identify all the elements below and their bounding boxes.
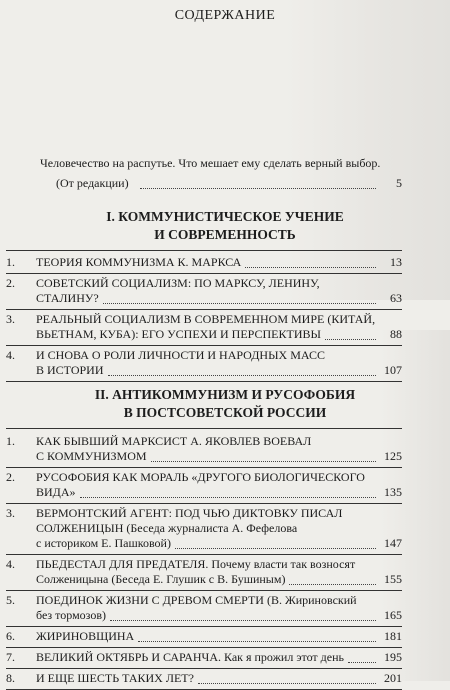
toc-entry-rule — [6, 381, 402, 382]
toc-entry-title-line: ЖИРИНОВЩИНА — [36, 629, 135, 643]
toc-entry-number: 4. — [6, 348, 15, 362]
toc-page-number: 13 — [390, 255, 402, 269]
toc-page-number: 181 — [384, 629, 402, 643]
toc-entry-title-line: И СНОВА О РОЛИ ЛИЧНОСТИ И НАРОДНЫХ МАСС — [36, 348, 325, 362]
section2-rule — [6, 428, 402, 429]
toc-entry-number: 8. — [6, 671, 15, 685]
intro-page-number: 5 — [396, 176, 402, 190]
bleed-through-shadow — [285, 0, 450, 300]
toc-page-number: 135 — [384, 485, 402, 499]
section1-title-line2: И СОВРЕМЕННОСТЬ — [154, 227, 296, 242]
toc-leader-dots — [245, 266, 376, 268]
toc-leader-dots — [80, 496, 376, 498]
toc-leader-dots — [198, 682, 376, 684]
toc-entry-title-line: ПЬЕДЕСТАЛ ДЛЯ ПРЕДАТЕЛЯ. Почему власти так возносят — [36, 557, 356, 571]
toc-entry-title-line: РЕАЛЬНЫЙ СОЦИАЛИЗМ В СОВРЕМЕННОМ МИРЕ (КИТАЙ, — [36, 312, 376, 326]
toc-entry-rule — [6, 467, 402, 468]
toc-page-number: 147 — [384, 536, 402, 550]
toc-entry-title-line: И ЕЩЕ ШЕСТЬ ТАКИХ ЛЕТ? — [36, 671, 194, 685]
toc-entry-number: 6. — [6, 629, 15, 643]
toc-leader-dots — [110, 619, 376, 621]
toc-page-number: 88 — [390, 327, 402, 341]
toc-leader-dots — [103, 302, 376, 304]
toc-entry-title-line: СОВЕТСКИЙ СОЦИАЛИЗМ: ПО МАРКСУ, ЛЕНИНУ, — [36, 276, 320, 290]
intro-leader-dots — [140, 187, 376, 189]
toc-page-number: 201 — [384, 671, 402, 685]
toc-leader-dots — [151, 460, 376, 462]
toc-entry-title-line: РУСОФОБИЯ КАК МОРАЛЬ «ДРУГОГО БИОЛОГИЧЕСКОГО — [36, 470, 365, 484]
toc-entry-title-line: ВИДА» — [36, 485, 76, 499]
toc-entry-number: 4. — [6, 557, 15, 571]
toc-page-number: 107 — [384, 363, 402, 377]
toc-entry-title-line: без тормозов) — [36, 608, 106, 622]
toc-entry-title-line: Солженицына (Беседа Е. Глушик с В. Бушиным) — [36, 572, 286, 586]
section2-title-line1: II. АНТИКОММУНИЗМ И РУСОФОБИЯ — [94, 387, 356, 402]
toc-entry-title-line: ВЬЕТНАМ, КУБА): ЕГО УСПЕХИ И ПЕРСПЕКТИВЫ — [36, 327, 321, 341]
toc-entry-rule — [6, 668, 402, 669]
toc-entry-title-line: С КОММУНИЗМОМ — [36, 449, 147, 463]
toc-page-number: 155 — [384, 572, 402, 586]
intro-title-line1: Человечество на распутье. Что мешает ему сделать верный выбор. — [40, 156, 381, 170]
toc-entry-number: 2. — [6, 470, 15, 484]
section1-title-line1: I. КОММУНИСТИЧЕСКОЕ УЧЕНИЕ — [106, 209, 344, 224]
toc-entry-number: 2. — [6, 276, 15, 290]
toc-entry-number: 7. — [6, 650, 15, 664]
toc-entry-rule — [6, 503, 402, 504]
toc-entry-rule — [6, 590, 402, 591]
toc-page-number: 165 — [384, 608, 402, 622]
toc-leader-dots — [108, 374, 376, 376]
toc-page-number: 63 — [390, 291, 402, 305]
toc-leader-dots — [138, 640, 376, 642]
toc-entry-rule — [6, 626, 402, 627]
toc-leader-dots — [175, 547, 376, 549]
toc-entry-number: 1. — [6, 255, 15, 269]
toc-entry-title-line: СТАЛИНУ? — [36, 291, 99, 305]
toc-page-number: 125 — [384, 449, 402, 463]
toc-entry-title-line: ТЕОРИЯ КОММУНИЗМА К. МАРКСА — [36, 255, 242, 269]
section1-rule — [6, 250, 402, 251]
toc-leader-dots — [348, 661, 376, 663]
toc-entry-title-line: КАК БЫВШИЙ МАРКСИСТ А. ЯКОВЛЕВ ВОЕВАЛ — [36, 434, 312, 448]
intro-title-line2: (От редакции) — [56, 176, 129, 190]
toc-entry-title-line: В ИСТОРИИ — [36, 363, 104, 377]
toc-entry-number: 1. — [6, 434, 15, 448]
toc-entry-number: 3. — [6, 312, 15, 326]
toc-entry-number: 3. — [6, 506, 15, 520]
toc-entry-rule — [6, 554, 402, 555]
toc-leader-dots — [325, 338, 376, 340]
section2-title-line2: В ПОСТСОВЕТСКОЙ РОССИИ — [123, 405, 327, 420]
page-heading: СОДЕРЖАНИЕ — [174, 8, 276, 23]
toc-entry-rule — [6, 309, 402, 310]
toc-leader-dots — [289, 583, 376, 585]
toc-entry-title-line: ПОЕДИНОК ЖИЗНИ С ДРЕВОМ СМЕРТИ (В. Жириновский — [36, 593, 357, 607]
toc-entry-title-line: СОЛЖЕНИЦЫН (Беседа журналиста А. Фефелова — [36, 521, 298, 535]
toc-entry-title-line: ВЕРМОНТСКИЙ АГЕНТ: ПОД ЧЬЮ ДИКТОВКУ ПИСАЛ — [36, 506, 343, 520]
toc-entry-number: 5. — [6, 593, 15, 607]
toc-page-number: 195 — [384, 650, 402, 664]
toc-entry-title-line: с историком Е. Пашковой) — [36, 536, 171, 550]
toc-entry-rule — [6, 647, 402, 648]
toc-entry-rule — [6, 345, 402, 346]
toc-entry-rule — [6, 273, 402, 274]
toc-entry-title-line: ВЕЛИКИЙ ОКТЯБРЬ И САРАНЧА. Как я прожил этот день — [36, 650, 344, 664]
